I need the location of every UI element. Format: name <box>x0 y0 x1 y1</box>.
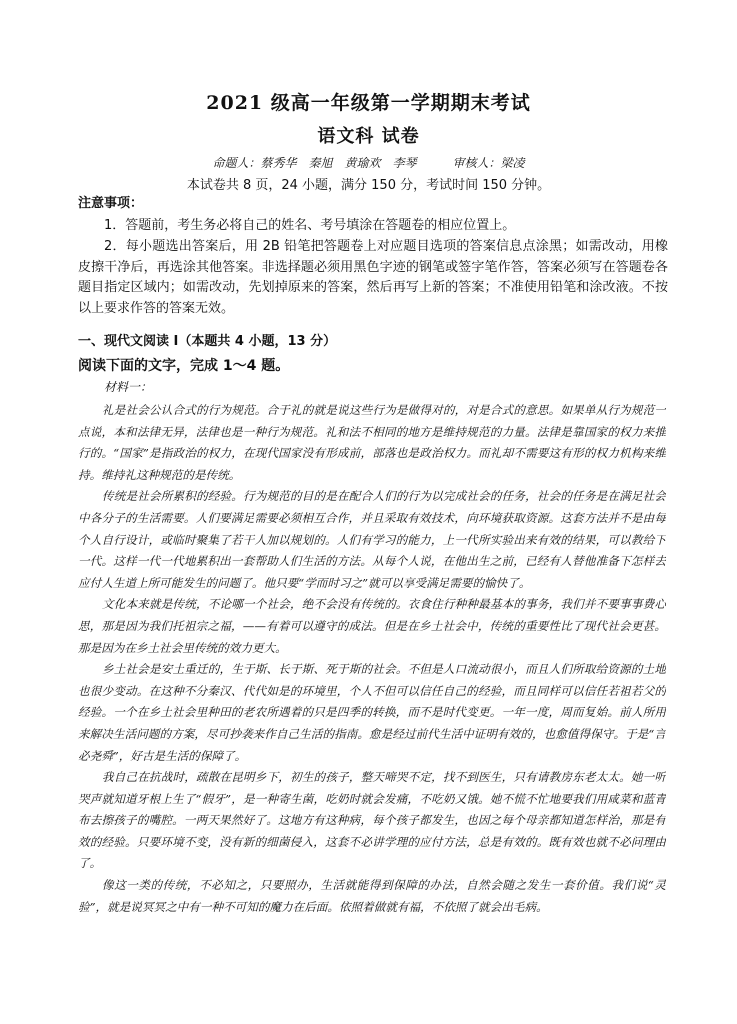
exam-summary: 本试卷共 8 页，24 小题，满分 150 分，考试时间 150 分钟。 <box>186 178 551 193</box>
passage-paragraph: 文化本来就是传统，不论哪一个社会，绝不会没有传统的。衣食住行种种最基本的事务，我们并不要事事费心思，那是因为我们托祖宗之福，——有着可以遵守的成法。但是在乡土社会中，传统的重要性比了现代社会更甚。那是因为在乡土社会里传统的效力更大。 <box>78 597 666 655</box>
passage-paragraph: 礼是社会公认合式的行为规范。合于礼的就是说这些行为是做得对的，对是合式的意思。如果单从行为规范一点说，本和法律无异，法律也是一种行为规范。礼和法不相同的地方是维持规范的力量。法律是靠国家的权力来推行的。“国家”是指政治的权力，在现代国家没有形成前，部落也是政治权力。而礼却不需要这有形的权力机构来维持。维持礼这种规范的是传统。 <box>78 403 666 482</box>
passage-body <box>78 400 666 1020</box>
passage-paragraph: 传统是社会所累积的经验。行为规范的目的是在配合人们的行为以完成社会的任务，社会的任务是在满足社会中各分子的生活需要。人们要满足需要必须相互合作，并且采取有效技术，向环境获取资源。这套方法并不是由每个人自行设计，或临时聚集了若干人加以规划的。人们有学习的能力，上一代所实验出来有效的结果，可以教给下一代。这样一代一代地累积出一套帮助人们生活的方法。从每个人说，在他出生之前，已经有人替他准备下怎样去应付人生道上所可能发生的问题了。他只要“学而时习之”就可以享受满足需要的愉快了。 <box>78 489 666 590</box>
passage-paragraph: 我自己在抗战时，疏散在昆明乡下，初生的孩子，整天啼哭不定，找不到医生，只有请教房东老太太。她一听哭声就知道牙根上生了“假牙”，是一种寄生菌，吃奶时就会发痛，不吃奶又饿。她不慌不忙地要我们用咸菜和蓝青布去擦孩子的嘴腔。一两天果然好了。这地方有这种病，每个孩子都发生，也因之每个母亲都知道怎样治，那是有效的经验。只要环境不变，没有新的细菌侵入，这套不必讲学理的应付方法，总是有效的。既有效也就不必问理由了。 <box>78 770 666 871</box>
reading-instruction: 阅读下面的文字，完成 1～4 题。 <box>78 358 290 374</box>
exam-subtitle: 语文科 试卷 <box>317 126 420 147</box>
author-line: 命题人：蔡秀华 秦旭 黄瑜欢 李琴 审核人：梁凌 <box>212 156 525 170</box>
exam-title: 2021 级高一年级第一学期期末考试 <box>206 92 531 114</box>
notice-item-1: 1．答题前，考生务必将自己的姓名、考号填涂在答题卷的相应位置上。 <box>104 218 516 233</box>
notice-item-2: 2．每小题选出答案后，用 2B 铅笔把答题卷上对应题目选项的答案信息点涂黑；如需改动，用橡皮擦干净后，再选涂其他答案。非选择题必须用黑色字迹的钢笔或签字笔作答，答案必须写在答题卷各题目指定区域内；如需改动，先划掉原来的答案，然后再写上新的答案；不准使用铅笔和涂改液。不按以上要求作答的答案无效。 <box>78 239 668 316</box>
passage-paragraph: 乡土社会是安土重迁的，生于斯、长于斯、死于斯的社会。不但是人口流动很小，而且人们所取给资源的土地也很少变动。在这种不分秦汉、代代如是的环境里，个人不但可以信任自己的经验，而且同样可以信任若祖若父的经验。一个在乡土社会里种田的老农所遇着的只是四季的转换，而不是时代变更。一年一度，周而复始。前人所用来解决生活问题的方案，尽可抄袭来作自己生活的指南。愈是经过前代生活中证明有效的，也愈值得保守。于是“言必尧舜”，好古是生活的保障了。 <box>78 662 666 763</box>
notice-heading: 注意事项： <box>78 196 144 211</box>
passage-paragraph: 像这一类的传统，不必知之，只要照办，生活就能得到保障的办法，自然会随之发生一套价值。我们说“灵验”，就是说冥冥之中有一种不可知的魔力在后面。依照着做就有福，不依照了就会出毛病。 <box>78 878 666 914</box>
material-label: 材料一： <box>104 380 153 394</box>
section-heading: 一、现代文阅读 I（本题共 4 小题，13 分） <box>78 334 337 349</box>
